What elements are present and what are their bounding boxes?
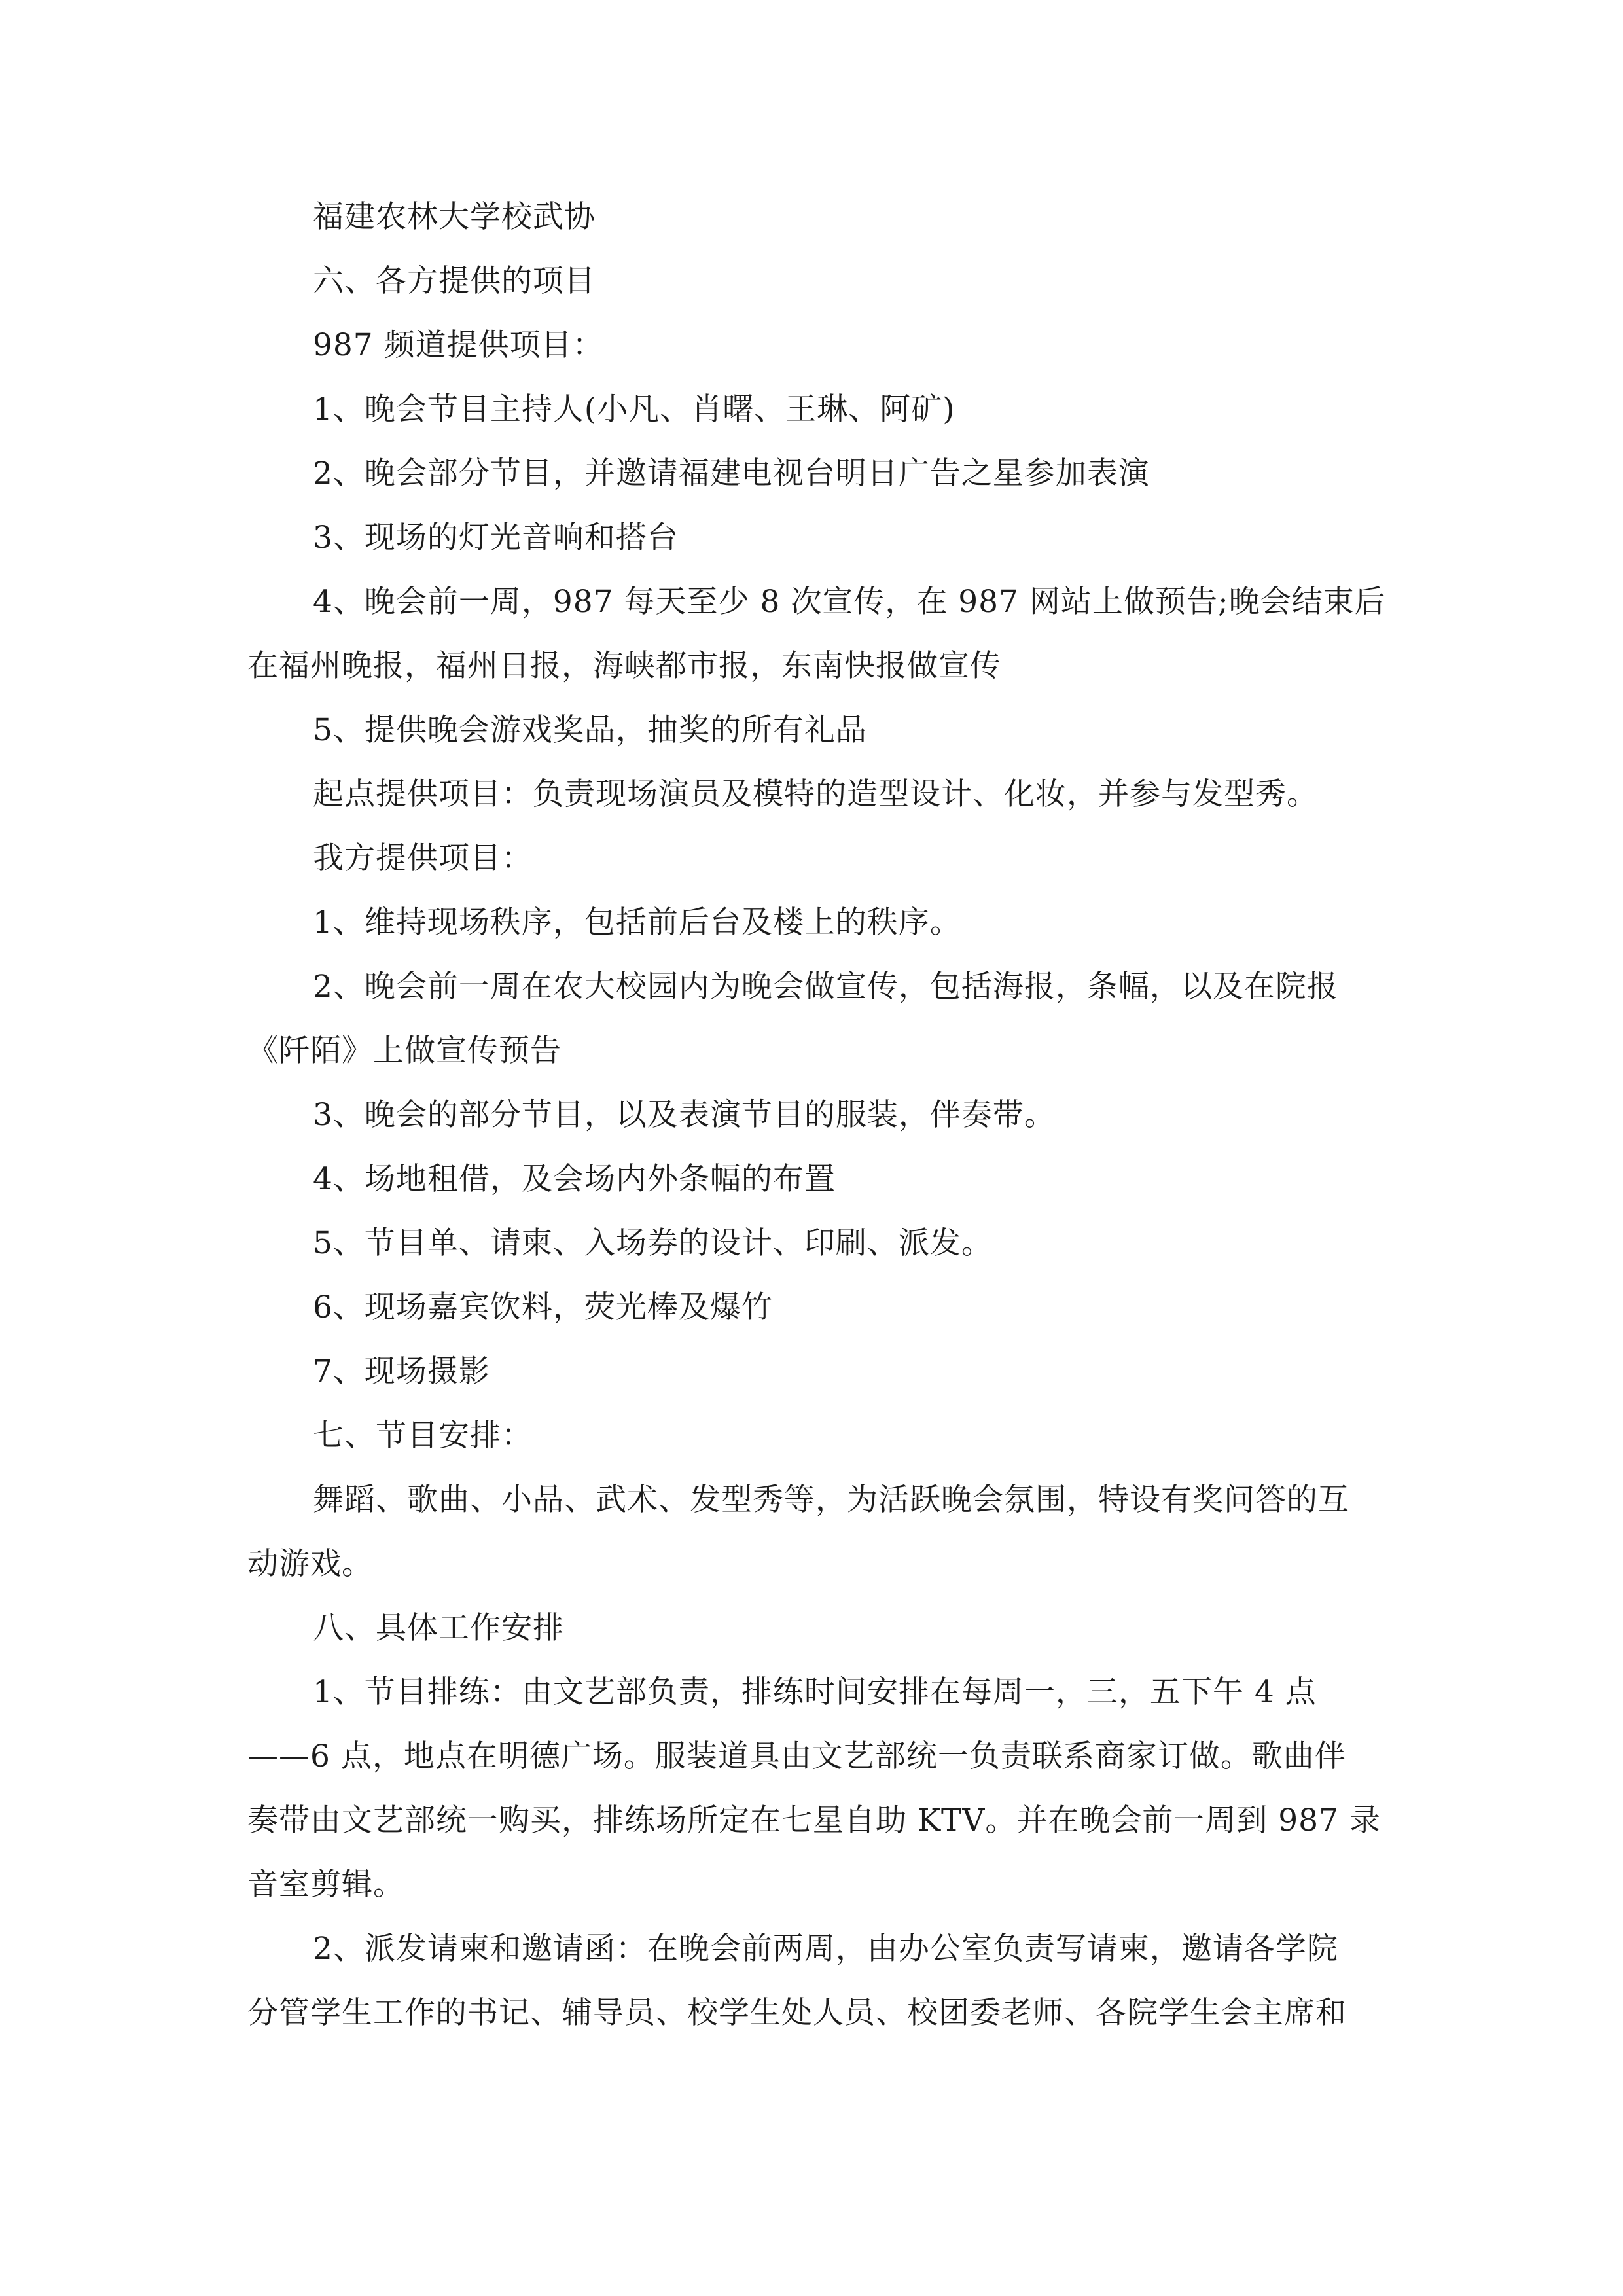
text-line: 分管学生工作的书记、辅导员、校学生处人员、校团委老师、各院学生会主席和: [247, 1995, 1347, 2031]
text-line: ——6 点，地点在明德广场。服装道具由文艺部统一负责联系商家订做。歌曲伴: [247, 1738, 1346, 1774]
list-item: 1、节目排练：由文艺部负责，排练时间安排在每周一，三，五下午 4 点: [313, 1674, 1317, 1710]
list-item: 4、场地租借，及会场内外条幅的布置: [313, 1161, 836, 1197]
list-item: 1、维持现场秩序，包括前后台及楼上的秩序。: [313, 905, 961, 941]
text-line: 动游戏。: [247, 1546, 373, 1582]
text-line: 起点提供项目：负责现场演员及模特的造型设计、化妆，并参与发型秀。: [313, 776, 1318, 812]
text-line: 音室剪辑。: [247, 1867, 404, 1903]
text-line: 我方提供项目：: [313, 840, 533, 876]
list-item: 6、现场嘉宾饮料，荧光棒及爆竹: [313, 1289, 773, 1325]
list-item: 1、晚会节目主持人(小凡、肖曙、王琳、阿矿): [313, 391, 955, 427]
list-item: 3、现场的灯光音响和搭台: [313, 520, 679, 556]
text-line: 奏带由文艺部统一购买，排练场所定在七星自助 KTV。并在晚会前一周到 987 录: [247, 1803, 1381, 1839]
list-item: 2、晚会前一周在农大校园内为晚会做宣传，包括海报，条幅，以及在院报: [313, 969, 1338, 1005]
text-line: 《阡陌》上做宣传预告: [247, 1033, 562, 1069]
section-heading: 六、各方提供的项目: [313, 263, 596, 299]
list-item: 5、提供晚会游戏奖品，抽奖的所有礼品: [313, 712, 867, 748]
list-item: 4、晚会前一周，987 每天至少 8 次宣传，在 987 网站上做预告;晚会结束后: [313, 584, 1386, 620]
text-line: 福建农林大学校武协: [313, 199, 596, 235]
list-item: 2、晚会部分节目，并邀请福建电视台明日广告之星参加表演: [313, 456, 1150, 492]
list-item: 3、晚会的部分节目，以及表演节目的服装，伴奏带。: [313, 1097, 1056, 1133]
section-heading: 八、具体工作安排: [313, 1610, 564, 1646]
section-heading: 七、节目安排：: [313, 1418, 533, 1454]
text-line: 987 频道提供项目：: [313, 327, 604, 363]
list-item: 7、现场摄影: [313, 1354, 490, 1390]
text-line: 舞蹈、歌曲、小品、武术、发型秀等，为活跃晚会氛围，特设有奖问答的互: [313, 1482, 1349, 1518]
list-item: 5、节目单、请柬、入场券的设计、印刷、派发。: [313, 1225, 993, 1261]
list-item: 2、派发请柬和邀请函：在晚会前两周，由办公室负责写请柬，邀请各学院: [313, 1931, 1338, 1967]
text-line: 在福州晚报，福州日报，海峡都市报，东南快报做宣传: [247, 648, 1001, 684]
